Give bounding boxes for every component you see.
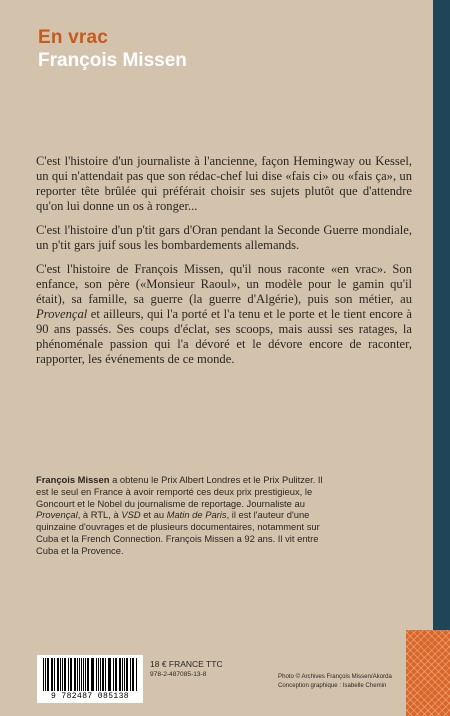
barcode-bar — [47, 658, 48, 691]
blurb-text: C'est l'histoire de François Missen, qu'il nous raconte «en vrac». Son enfance, son père («Monsieur Raoul», un modèle pour le gamin qu'il était), sa famille, sa guerre (la guerre d'Algérie), puis son métier, au — [36, 262, 412, 306]
barcode-bar — [74, 658, 75, 691]
blurb-paragraph — [36, 262, 412, 367]
back-cover-blurb — [36, 154, 412, 376]
barcode-bar — [88, 658, 89, 691]
spine-stripe — [433, 0, 450, 630]
barcode-bar — [57, 658, 58, 691]
credits — [278, 673, 392, 690]
author-bio — [36, 474, 336, 557]
barcode-bar — [124, 658, 125, 691]
barcode-digits: 9 782487 085138 — [50, 692, 129, 701]
blurb-text: et ailleurs, qui l'a porté et l'a tenu et le porte et le tient encore à 90 ans passés. Ses coups d'éclat, ses scoops, mais aussi ses ratages, la phénoménale passion qui l'a dévoré et le dévore encore de raconter, rapporter, les événements de ce monde. — [36, 307, 412, 366]
barcode-bar — [68, 658, 69, 691]
barcode-bar — [127, 658, 128, 691]
bio-text: a obtenu le Prix Albert Londres et le Prix Pulitzer. Il est le seul en France à avoir remporté ces deux prix prestigieux, le Goncourt et le Nobel du journalisme de reportage. Journaliste au — [36, 474, 323, 509]
bio-text: , à RTL, à — [77, 509, 122, 521]
barcode-bar — [103, 658, 104, 691]
barcode-bar — [52, 658, 53, 691]
barcode-bar — [110, 658, 111, 691]
price-label: 18 € FRANCE TTC — [150, 659, 223, 669]
barcode-bar — [116, 658, 117, 691]
bio-text: , il est l'auteur d'une quinzaine d'ouvrages et de plusieurs documentaires, notamment sur Cuba et la French Connection. François Missen a 92 ans. Il vit entre Cuba et la Provence. — [36, 509, 320, 556]
design-credit: Conception graphique : Isabelle Chemin — [278, 681, 387, 689]
decorative-pattern — [406, 630, 450, 716]
barcode-bar — [79, 658, 80, 691]
photo-credit: Photo © Archives François Missen/Akorda — [278, 673, 392, 680]
barcode-bar — [98, 658, 99, 691]
barcode-bar — [58, 658, 59, 691]
bio-italic: Matin de Paris — [166, 509, 227, 521]
book-title: En vrac — [38, 27, 109, 48]
barcode-bars — [43, 658, 137, 691]
bio-italic: Provençal — [36, 509, 78, 521]
bio-italic: VSD — [121, 509, 141, 521]
barcode-bar — [105, 658, 106, 691]
blurb-italic: Provençal — [36, 307, 88, 321]
barcode-bar — [133, 658, 134, 691]
book-author: François Missen — [38, 50, 187, 71]
blurb-paragraph: C'est l'histoire d'un journaliste à l'ancienne, façon Hemingway ou Kessel, un qui n'attendait pas que son rédac-chef lui dise «fais ci» ou «fais ça», un reporter tête brûlée qui préférait choisir ses sujets plutôt que d'attendre qu'on lui donne un os à ronger... — [36, 154, 412, 213]
barcode-bar — [93, 658, 94, 691]
barcode-bar — [65, 658, 66, 691]
bio-author-name: François Missen — [36, 474, 110, 485]
isbn-number: 978-2-487085-13-8 — [150, 671, 207, 678]
bio-text: et au — [140, 509, 167, 521]
isbn-barcode — [37, 655, 143, 703]
blurb-paragraph: C'est l'histoire d'un p'tit gars d'Oran pendant la Seconde Guerre mondiale, un p'tit gars juif sous les bombardements allemands. — [36, 223, 412, 252]
barcode-bar — [81, 658, 82, 691]
